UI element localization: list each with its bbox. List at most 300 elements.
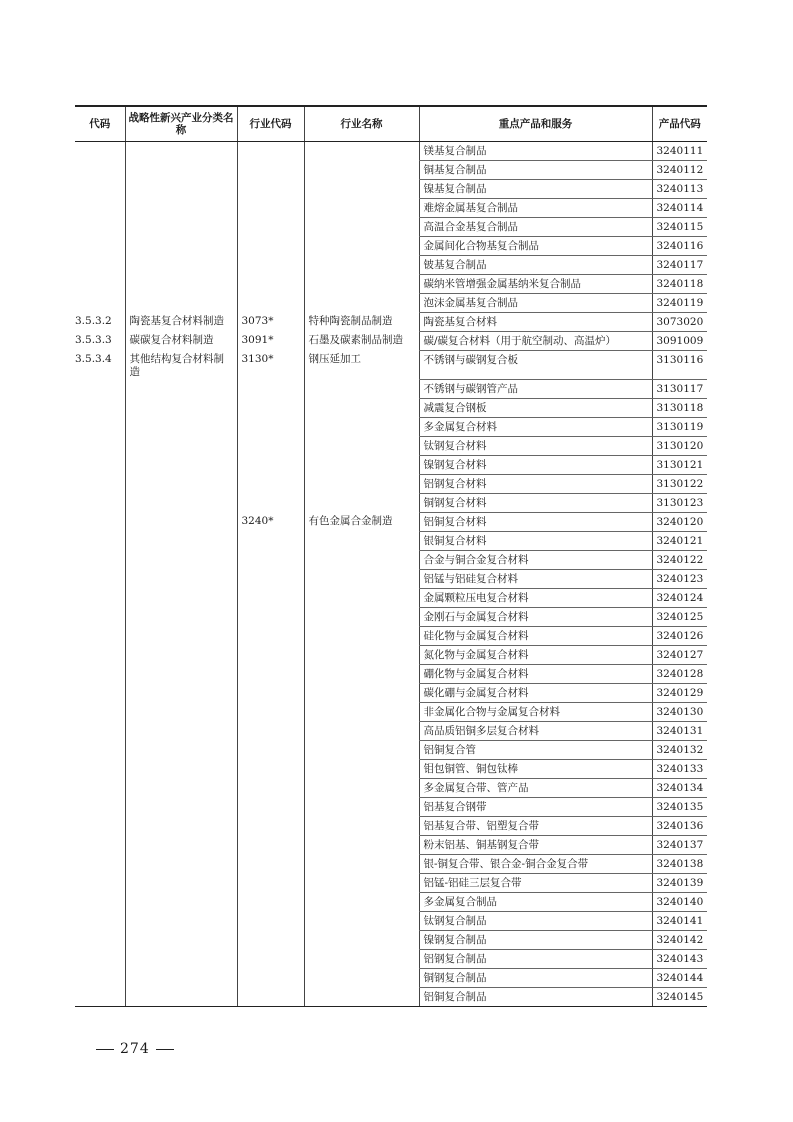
header-product-code: 产品代码 <box>652 106 707 141</box>
row-industry-name <box>304 550 419 569</box>
row-industry-code <box>237 873 304 892</box>
row-product: 碳/碳复合材料（用于航空制动、高温炉） <box>419 331 652 350</box>
row-product: 镁基复合制品 <box>419 141 652 160</box>
row-code <box>75 512 125 531</box>
table-row <box>75 160 707 179</box>
row-product: 碳化硼与金属复合材料 <box>419 683 652 702</box>
row-code <box>75 721 125 740</box>
row-industry-code <box>237 968 304 987</box>
row-industry-name <box>304 854 419 873</box>
row-product-code: 3130118 <box>652 398 707 417</box>
table-row <box>75 797 707 816</box>
row-industry-name <box>304 236 419 255</box>
row-code <box>75 683 125 702</box>
table-row <box>75 312 707 331</box>
row-product: 合金与铜合金复合材料 <box>419 550 652 569</box>
row-industry-name <box>304 607 419 626</box>
row-product: 高温合金基复合制品 <box>419 217 652 236</box>
row-industry-code <box>237 379 304 398</box>
row-product-code: 3130120 <box>652 436 707 455</box>
row-code <box>75 892 125 911</box>
row-industry-code <box>237 550 304 569</box>
row-industry-name <box>304 721 419 740</box>
row-product: 陶瓷基复合材料 <box>419 312 652 331</box>
row-product-code: 3240122 <box>652 550 707 569</box>
row-industry-code <box>237 911 304 930</box>
row-code <box>75 949 125 968</box>
row-industry-code <box>237 141 304 160</box>
row-industry-code <box>237 293 304 312</box>
table-row <box>75 236 707 255</box>
row-code <box>75 274 125 293</box>
row-product-code: 3240115 <box>652 217 707 236</box>
row-product: 多金属复合带、管产品 <box>419 778 652 797</box>
row-industry-name <box>304 198 419 217</box>
row-industry-name: 有色金属合金制造 <box>304 512 419 531</box>
row-product: 铜钢复合制品 <box>419 968 652 987</box>
row-industry-code <box>237 683 304 702</box>
row-industry-code <box>237 721 304 740</box>
row-code <box>75 645 125 664</box>
table-row <box>75 759 707 778</box>
row-industry-code: 3073* <box>237 312 304 331</box>
row-industry-code <box>237 892 304 911</box>
row-product: 硼化物与金属复合材料 <box>419 664 652 683</box>
row-code <box>75 930 125 949</box>
row-product-code: 3240118 <box>652 274 707 293</box>
table-row <box>75 588 707 607</box>
row-product-code: 3240132 <box>652 740 707 759</box>
table-row <box>75 331 707 350</box>
row-category-name: 碳碳复合材料制造 <box>125 331 237 350</box>
row-industry-name <box>304 436 419 455</box>
row-code: 3.5.3.2 <box>75 315 112 327</box>
row-industry-name <box>304 588 419 607</box>
row-industry-code <box>237 835 304 854</box>
row-industry-code <box>237 236 304 255</box>
row-product-code: 3240141 <box>652 911 707 930</box>
row-code <box>75 436 125 455</box>
row-product: 镍基复合制品 <box>419 179 652 198</box>
row-product-code: 3240112 <box>652 160 707 179</box>
row-product-code: 3240137 <box>652 835 707 854</box>
row-code <box>75 179 125 198</box>
row-category-name <box>125 607 237 626</box>
row-category-name <box>125 664 237 683</box>
row-product: 氮化物与金属复合材料 <box>419 645 652 664</box>
row-industry-name: 特种陶瓷制品制造 <box>304 312 419 331</box>
row-code <box>75 740 125 759</box>
row-code <box>75 531 125 550</box>
row-product: 铝基复合钢带 <box>419 797 652 816</box>
row-industry-name <box>304 968 419 987</box>
row-industry-name <box>304 569 419 588</box>
row-category-name <box>125 949 237 968</box>
row-product-code: 3240119 <box>652 293 707 312</box>
row-product: 高品质铝铜多层复合材料 <box>419 721 652 740</box>
row-industry-name <box>304 531 419 550</box>
table-row <box>75 569 707 588</box>
table-row <box>75 892 707 911</box>
row-industry-name <box>304 683 419 702</box>
table-row <box>75 179 707 198</box>
row-product: 碳纳米管增强金属基纳米复合制品 <box>419 274 652 293</box>
row-industry-code <box>237 854 304 873</box>
row-code <box>75 455 125 474</box>
table-row <box>75 645 707 664</box>
row-category-name <box>125 626 237 645</box>
row-industry-name <box>304 626 419 645</box>
row-category-name: 陶瓷基复合材料制造 <box>125 312 237 331</box>
row-industry-name <box>304 987 419 1006</box>
row-category-name <box>125 255 237 274</box>
table-row <box>75 987 707 1006</box>
row-industry-code <box>237 626 304 645</box>
header-key-products: 重点产品和服务 <box>419 106 652 141</box>
row-product-code: 3240123 <box>652 569 707 588</box>
row-code <box>75 816 125 835</box>
table-row <box>75 550 707 569</box>
row-industry-name <box>304 664 419 683</box>
row-code <box>75 255 125 274</box>
row-category-name <box>125 455 237 474</box>
row-industry-name <box>304 892 419 911</box>
row-code <box>75 987 125 1006</box>
row-product-code: 3240139 <box>652 873 707 892</box>
row-category-name <box>125 217 237 236</box>
row-product: 金属颗粒压电复合材料 <box>419 588 652 607</box>
row-industry-code <box>237 930 304 949</box>
row-code <box>75 626 125 645</box>
table-row <box>75 873 707 892</box>
row-industry-code: 3240* <box>237 512 304 531</box>
table-row <box>75 740 707 759</box>
row-product: 铝锰-铝硅三层复合带 <box>419 873 652 892</box>
table-row <box>75 217 707 236</box>
row-product-code: 3073020 <box>652 312 707 331</box>
row-industry-code <box>237 987 304 1006</box>
row-industry-code <box>237 255 304 274</box>
row-category-name <box>125 702 237 721</box>
row-code <box>75 702 125 721</box>
row-industry-name <box>304 179 419 198</box>
row-industry-code <box>237 455 304 474</box>
row-category-name <box>125 968 237 987</box>
row-product: 减震复合钢板 <box>419 398 652 417</box>
row-product-code: 3240143 <box>652 949 707 968</box>
row-product: 铝铜复合材料 <box>419 512 652 531</box>
row-category-name <box>125 179 237 198</box>
row-category-name <box>125 759 237 778</box>
row-category-name <box>125 436 237 455</box>
row-industry-code <box>237 436 304 455</box>
row-industry-code <box>237 569 304 588</box>
row-category-name <box>125 531 237 550</box>
row-category-name <box>125 987 237 1006</box>
row-product-code: 3130116 <box>652 350 707 379</box>
row-product-code: 3240116 <box>652 236 707 255</box>
row-industry-code <box>237 274 304 293</box>
row-code <box>75 217 125 236</box>
row-product: 金属间化合物基复合制品 <box>419 236 652 255</box>
row-industry-code <box>237 398 304 417</box>
row-code <box>75 141 125 160</box>
table-row <box>75 778 707 797</box>
row-product: 铝钢复合材料 <box>419 474 652 493</box>
row-code <box>75 835 125 854</box>
table-row <box>75 531 707 550</box>
row-category-name <box>125 797 237 816</box>
row-category-name <box>125 417 237 436</box>
table-row <box>75 398 707 417</box>
row-product-code: 3240125 <box>652 607 707 626</box>
row-category-name <box>125 398 237 417</box>
row-product: 铍基复合制品 <box>419 255 652 274</box>
row-industry-name <box>304 797 419 816</box>
row-industry-name <box>304 141 419 160</box>
row-industry-code <box>237 217 304 236</box>
row-product-code: 3240111 <box>652 141 707 160</box>
row-code <box>75 398 125 417</box>
row-product-code: 3240120 <box>652 512 707 531</box>
row-code <box>75 417 125 436</box>
row-code <box>75 379 125 398</box>
classification-table <box>75 105 707 1007</box>
row-product-code: 3240133 <box>652 759 707 778</box>
table-row <box>75 417 707 436</box>
row-industry-name <box>304 417 419 436</box>
row-category-name <box>125 141 237 160</box>
row-product: 钛钢复合材料 <box>419 436 652 455</box>
table-row <box>75 493 707 512</box>
table-header <box>75 106 707 141</box>
row-industry-name: 钢压延加工 <box>304 350 419 379</box>
row-product: 粉末铝基、铜基钢复合带 <box>419 835 652 854</box>
row-category-name <box>125 236 237 255</box>
row-product-code: 3240127 <box>652 645 707 664</box>
row-category-name <box>125 892 237 911</box>
table-row <box>75 664 707 683</box>
row-industry-code <box>237 493 304 512</box>
row-category-name <box>125 274 237 293</box>
row-product-code: 3130119 <box>652 417 707 436</box>
table-row <box>75 816 707 835</box>
row-product: 非金属化合物与金属复合材料 <box>419 702 652 721</box>
row-product-code: 3240145 <box>652 987 707 1006</box>
row-category-name <box>125 379 237 398</box>
row-product: 银铜复合材料 <box>419 531 652 550</box>
row-product: 铝铜复合管 <box>419 740 652 759</box>
row-product-code: 3240144 <box>652 968 707 987</box>
table-row <box>75 702 707 721</box>
table-row <box>75 350 707 379</box>
row-product: 镍钢复合制品 <box>419 930 652 949</box>
row-product: 镍钢复合材料 <box>419 455 652 474</box>
row-code <box>75 664 125 683</box>
row-product-code: 3240142 <box>652 930 707 949</box>
table-row <box>75 854 707 873</box>
row-product-code: 3240114 <box>652 198 707 217</box>
row-code <box>75 236 125 255</box>
row-category-name <box>125 512 237 531</box>
row-industry-code <box>237 797 304 816</box>
row-product-code: 3240138 <box>652 854 707 873</box>
row-code <box>75 160 125 179</box>
row-code <box>75 550 125 569</box>
row-category-name <box>125 569 237 588</box>
row-industry-name <box>304 455 419 474</box>
row-industry-name <box>304 160 419 179</box>
row-industry-code <box>237 759 304 778</box>
page-number: 274 <box>120 1041 150 1057</box>
row-industry-code <box>237 588 304 607</box>
row-code: 3.5.3.4 <box>75 353 112 365</box>
row-category-name <box>125 911 237 930</box>
row-product-code: 3240134 <box>652 778 707 797</box>
row-product-code: 3240130 <box>652 702 707 721</box>
header-code: 代码 <box>75 106 125 141</box>
row-product-code: 3240128 <box>652 664 707 683</box>
row-industry-code <box>237 664 304 683</box>
table-row <box>75 607 707 626</box>
table-row <box>75 721 707 740</box>
row-product: 多金属复合材料 <box>419 417 652 436</box>
row-product: 铝锰与铝硅复合材料 <box>419 569 652 588</box>
row-code <box>75 759 125 778</box>
row-product: 铝钢复合制品 <box>419 949 652 968</box>
row-code <box>75 293 125 312</box>
table-row <box>75 683 707 702</box>
row-industry-code <box>237 702 304 721</box>
row-category-name <box>125 721 237 740</box>
row-industry-name <box>304 702 419 721</box>
row-industry-name <box>304 217 419 236</box>
table-row <box>75 255 707 274</box>
row-code <box>75 797 125 816</box>
row-product-code: 3240131 <box>652 721 707 740</box>
row-product-code: 3091009 <box>652 331 707 350</box>
row-industry-name <box>304 493 419 512</box>
table-row <box>75 141 707 160</box>
row-product-code: 3240140 <box>652 892 707 911</box>
row-product: 不锈钢与碳钢复合板 <box>419 350 652 379</box>
row-industry-name <box>304 759 419 778</box>
row-industry-code <box>237 198 304 217</box>
row-industry-name <box>304 835 419 854</box>
row-industry-code <box>237 816 304 835</box>
row-product-code: 3130117 <box>652 379 707 398</box>
row-product: 钼包铜管、铜包钛棒 <box>419 759 652 778</box>
row-industry-code <box>237 474 304 493</box>
row-industry-name <box>304 911 419 930</box>
row-product-code: 3240121 <box>652 531 707 550</box>
row-code <box>75 588 125 607</box>
table-row <box>75 930 707 949</box>
row-product-code: 3240117 <box>652 255 707 274</box>
row-product: 金刚石与金属复合材料 <box>419 607 652 626</box>
row-industry-code <box>237 179 304 198</box>
row-code <box>75 569 125 588</box>
table-row <box>75 198 707 217</box>
row-industry-code <box>237 160 304 179</box>
row-code <box>75 873 125 892</box>
row-product: 银-铜复合带、银合金-铜合金复合带 <box>419 854 652 873</box>
row-category-name <box>125 930 237 949</box>
row-code: 3.5.3.3 <box>75 334 112 346</box>
row-industry-name <box>304 778 419 797</box>
row-category-name <box>125 474 237 493</box>
row-industry-code <box>237 778 304 797</box>
row-category-name <box>125 835 237 854</box>
row-product: 不锈钢与碳钢管产品 <box>419 379 652 398</box>
table-row <box>75 968 707 987</box>
table-row <box>75 293 707 312</box>
row-product-code: 3240136 <box>652 816 707 835</box>
row-product-code: 3130123 <box>652 493 707 512</box>
table-row <box>75 436 707 455</box>
row-code <box>75 474 125 493</box>
row-category-name <box>125 293 237 312</box>
row-product: 多金属复合制品 <box>419 892 652 911</box>
row-industry-code <box>237 531 304 550</box>
row-industry-name <box>304 816 419 835</box>
table-row <box>75 474 707 493</box>
table-body <box>75 141 707 1006</box>
row-category-name: 其他结构复合材料制造 <box>125 350 237 379</box>
row-industry-name <box>304 255 419 274</box>
table-row <box>75 512 707 531</box>
row-industry-code <box>237 417 304 436</box>
row-category-name <box>125 493 237 512</box>
row-industry-name <box>304 645 419 664</box>
row-product-code: 3240135 <box>652 797 707 816</box>
row-industry-code <box>237 740 304 759</box>
row-product: 铝铜复合制品 <box>419 987 652 1006</box>
table-row <box>75 835 707 854</box>
row-product: 铝基复合带、铝塑复合带 <box>419 816 652 835</box>
row-product: 硅化物与金属复合材料 <box>419 626 652 645</box>
row-product: 钛钢复合制品 <box>419 911 652 930</box>
row-industry-name <box>304 379 419 398</box>
row-code <box>75 493 125 512</box>
row-product-code: 3240124 <box>652 588 707 607</box>
row-industry-name <box>304 873 419 892</box>
row-product-code: 3130122 <box>652 474 707 493</box>
row-product-code: 3240113 <box>652 179 707 198</box>
row-category-name <box>125 683 237 702</box>
row-code <box>75 607 125 626</box>
row-product-code: 3240129 <box>652 683 707 702</box>
footer-dash-right <box>156 1049 174 1050</box>
row-product: 铜基复合制品 <box>419 160 652 179</box>
row-industry-name <box>304 949 419 968</box>
row-industry-name <box>304 293 419 312</box>
row-industry-code: 3130* <box>237 350 304 379</box>
row-industry-name <box>304 740 419 759</box>
row-code <box>75 854 125 873</box>
table-row <box>75 911 707 930</box>
row-category-name <box>125 198 237 217</box>
page-footer <box>90 1041 180 1057</box>
row-category-name <box>125 816 237 835</box>
row-industry-name: 石墨及碳素制品制造 <box>304 331 419 350</box>
table-row <box>75 274 707 293</box>
row-industry-name <box>304 398 419 417</box>
row-category-name <box>125 873 237 892</box>
row-category-name <box>125 854 237 873</box>
table-row <box>75 949 707 968</box>
header-industry-name: 行业名称 <box>304 106 419 141</box>
